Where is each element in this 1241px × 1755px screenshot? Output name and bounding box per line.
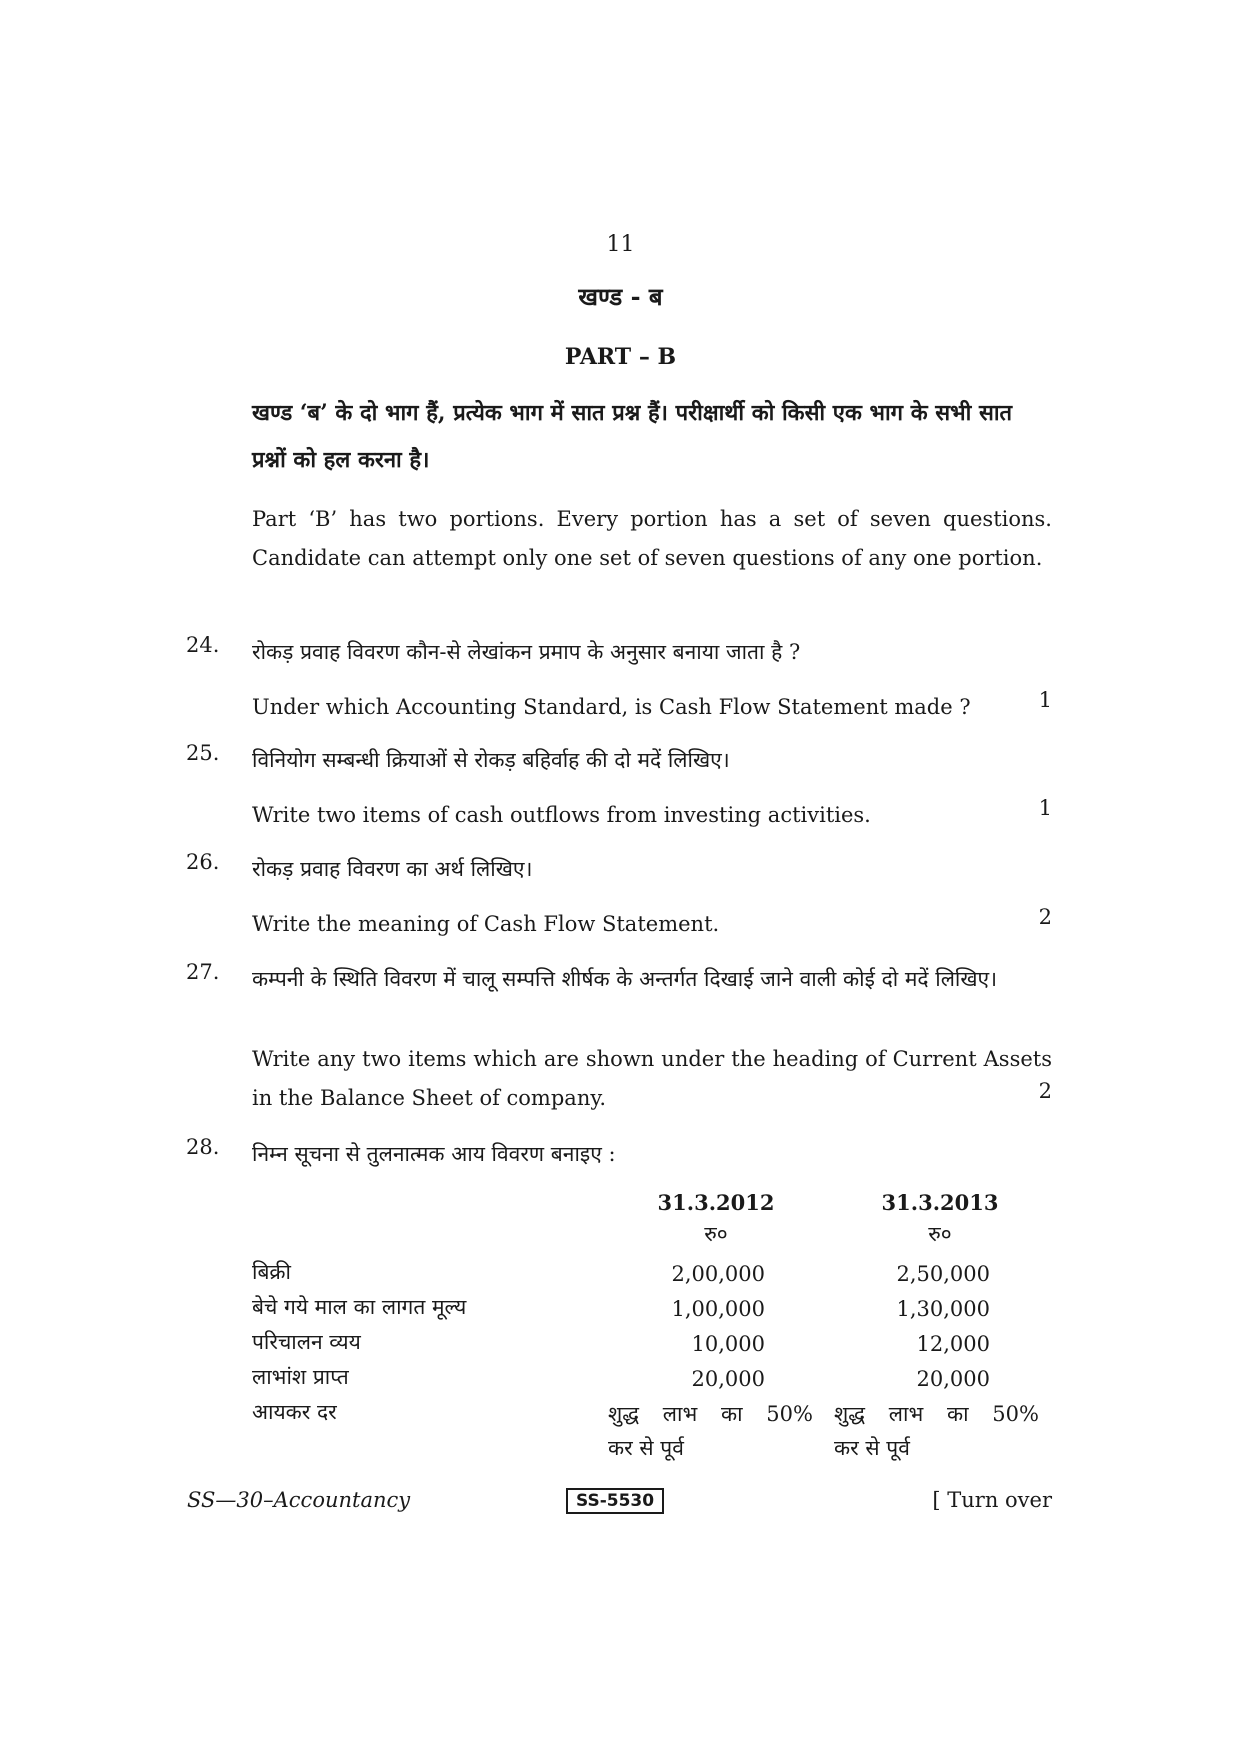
- question-text-hindi: रोकड़ प्रवाह विवरण का अर्थ लिखिए।: [252, 857, 533, 881]
- question-text-english: Under which Accounting Standard, is Cash Flow Statement made ?: [252, 695, 971, 719]
- question-text-hindi: रोकड़ प्रवाह विवरण कौन-से लेखांकन प्रमाप के अनुसार बनाया जाता है ?: [252, 640, 801, 664]
- row-value-2012: 1,00,000: [671, 1297, 765, 1321]
- column-header-2013: 31.3.2013: [881, 1190, 999, 1215]
- section-title-hindi: खण्ड - ब: [578, 282, 663, 311]
- question-marks: 2: [1038, 1079, 1052, 1103]
- question-text-hindi: विनियोग सम्बन्धी क्रियाओं से रोकड़ बहिर्वाह की दो मदें लिखिए।: [252, 748, 730, 772]
- question-text-english: Write two items of cash outflows from investing activities.: [252, 803, 871, 827]
- tax-rate-2013-line2: कर से पूर्व: [834, 1436, 910, 1460]
- instructions-english: Part ‘B’ has two portions. Every portion has a set of seven questions. Candidate can attempt only one set of seven questions of any one portion.: [252, 507, 1052, 570]
- footer-paper-code: SS-5530: [566, 1488, 664, 1514]
- tax-rate-2012-line2: कर से पूर्व: [608, 1436, 684, 1460]
- row-label: परिचालन व्यय: [252, 1330, 361, 1354]
- page-number: 11: [606, 232, 635, 257]
- question-number: 27.: [186, 960, 220, 984]
- footer-turn-over: [ Turn over: [932, 1488, 1052, 1512]
- row-value-2013: 2,50,000: [896, 1262, 990, 1286]
- question-marks: 1: [1038, 796, 1052, 820]
- currency-unit: रु०: [928, 1222, 952, 1246]
- question-number: 24.: [186, 633, 220, 657]
- question-number: 25.: [186, 741, 220, 765]
- row-value-2012: 2,00,000: [671, 1262, 765, 1286]
- row-label: लाभांश प्राप्त: [252, 1365, 349, 1389]
- row-value-2012: 20,000: [691, 1367, 765, 1391]
- question-text-hindi: कम्पनी के स्थिति विवरण में चालू सम्पत्ति शीर्षक के अन्तर्गत दिखाई जाने वाली कोई दो मदें लिखिए।: [252, 967, 998, 991]
- section-title-english: PART – B: [564, 344, 677, 370]
- row-label: बिक्री: [252, 1260, 291, 1284]
- column-header-2012: 31.3.2012: [657, 1190, 775, 1215]
- question-number: 26.: [186, 850, 220, 874]
- tax-rate-2012-line1: शुद्ध लाभ का 50%: [608, 1402, 813, 1426]
- question-marks: 1: [1038, 688, 1052, 712]
- footer-subject-code: SS—30–Accountancy: [187, 1488, 411, 1512]
- row-value-2012: 10,000: [691, 1332, 765, 1356]
- row-value-2013: 20,000: [916, 1367, 990, 1391]
- tax-rate-2013-line1: शुद्ध लाभ का 50%: [834, 1402, 1039, 1426]
- currency-unit: रु०: [704, 1222, 728, 1246]
- row-value-2013: 12,000: [916, 1332, 990, 1356]
- question-text-english: [252, 1040, 1052, 1118]
- question-text-hindi: निम्न सूचना से तुलनात्मक आय विवरण बनाइए :: [252, 1142, 616, 1166]
- row-label: बेचे गये माल का लागत मूल्य: [252, 1295, 467, 1319]
- row-label: आयकर दर: [252, 1400, 337, 1424]
- question-text-english: Write the meaning of Cash Flow Statement.: [252, 912, 720, 936]
- instructions-hindi: खण्ड ‘ब’ के दो भाग हैं, प्रत्येक भाग में सात प्रश्न हैं। परीक्षार्थी को किसी एक भाग के सभी सात प्रश्नों को हल करना है।: [252, 400, 1013, 473]
- question-text-english-body: Write any two items which are shown under the heading of Current Assets in the Balance Sheet of company.: [252, 1047, 1052, 1110]
- row-value-2013: 1,30,000: [896, 1297, 990, 1321]
- question-marks: 2: [1038, 905, 1052, 929]
- question-number: 28.: [186, 1135, 220, 1159]
